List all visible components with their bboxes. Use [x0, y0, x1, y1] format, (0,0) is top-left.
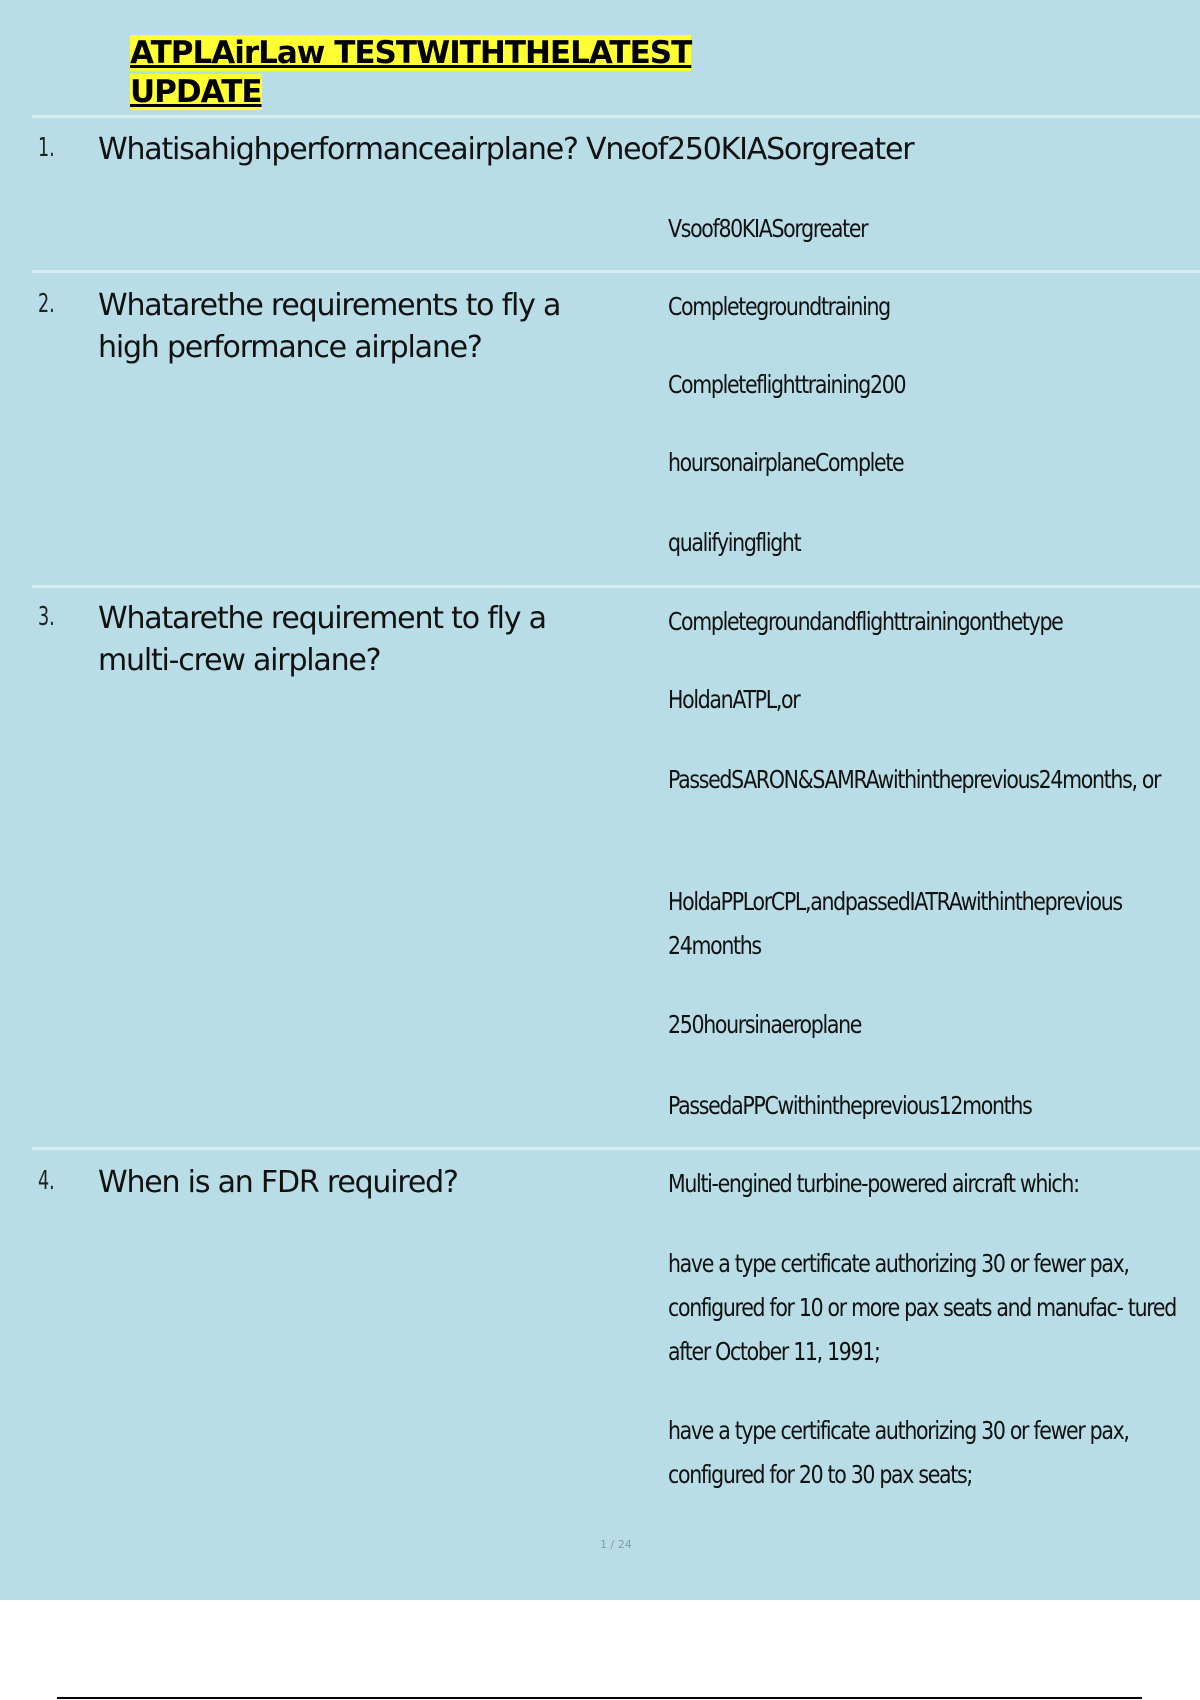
answer-item: Completegroundtraining	[668, 292, 890, 321]
answer-item: have a type certificate authorizing 30 or fewer pax, configured for 10 or more pax seats and manufac- tured after October 11, 1991;	[668, 1249, 1176, 1366]
answer-item: HoldanATPL,or	[668, 685, 800, 714]
question-number: 2.	[38, 289, 55, 319]
divider	[32, 1147, 1200, 1150]
question-text: Whatarethe requirements to fly a high performance airplane?	[98, 288, 561, 365]
divider	[32, 115, 1200, 118]
answer-item: 250hoursinaeroplane	[668, 1010, 862, 1039]
answer-item: HoldaPPLorCPL,andpassedIATRAwithintheprevious 24months	[668, 887, 1122, 960]
answer-item: hoursonairplaneComplete	[668, 448, 904, 477]
page-number: 1 / 24	[600, 1538, 632, 1551]
answer-item: Vsoof80KIASorgreater	[668, 214, 868, 243]
answer-item: qualifyingflight	[668, 528, 801, 557]
question-text: When is an FDR required?	[98, 1165, 458, 1200]
footer-rule	[57, 1697, 1142, 1699]
question-text: Whatarethe requirement to fly a multi-crew airplane?	[98, 601, 546, 678]
title-line-1: ATPLAirLaw TESTWITHTHELATEST	[130, 35, 692, 71]
document-title	[130, 34, 691, 112]
title-line-2: UPDATE	[130, 74, 262, 110]
answer-item: Completeflighttraining200	[668, 370, 906, 399]
question-number: 4.	[38, 1166, 55, 1196]
divider	[32, 270, 1200, 273]
question-text: Whatisahighperformanceairplane? Vneof250KIASorgreater	[98, 132, 914, 167]
question-number: 1.	[38, 133, 55, 163]
answer-item: PassedSARON&SAMRAwithintheprevious24months, or	[668, 765, 1161, 794]
answer-item: Multi-engined turbine-powered aircraft which:	[668, 1169, 1079, 1198]
answer-item: PassedaPPCwithintheprevious12months	[668, 1091, 1032, 1120]
answer-item: have a type certificate authorizing 30 or fewer pax, configured for 20 to 30 pax seats;	[668, 1416, 1129, 1489]
answer-item: Completegroundandflighttrainingonthetype	[668, 607, 1063, 636]
divider	[32, 585, 1200, 588]
question-number: 3.	[38, 602, 55, 632]
